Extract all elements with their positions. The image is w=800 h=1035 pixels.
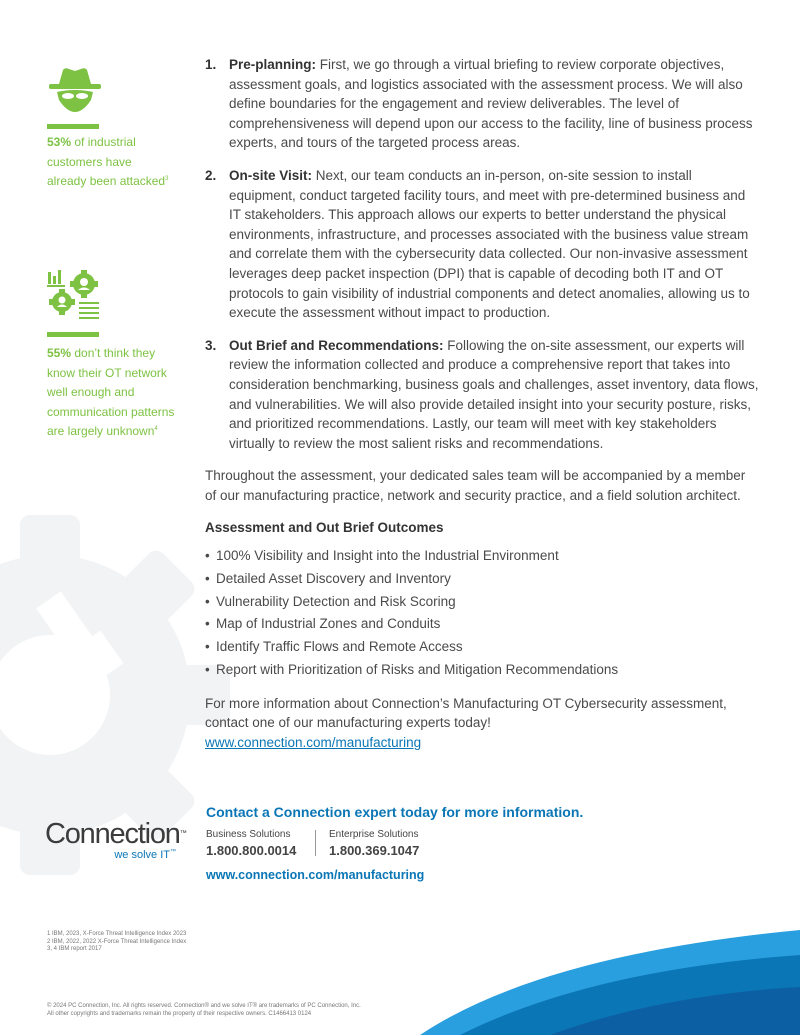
outcome-item: • Vulnerability Detection and Risk Scoring [205, 591, 760, 614]
step-pre-planning: 1. Pre-planning: First, we go through a virtual briefing to review corporate objectives, assessment goals, and logistics associated with the assessment process. We will also define boundaries for the engagement and review deliverables. The level of comprehensiveness will depend upon our access to the facility, line of business process experts, and tours of the targeted process areas. [205, 57, 753, 151]
enterprise-solutions [329, 829, 419, 858]
footnotes: 1 IBM, 2023, X-Force Threat Intelligence Index 2023 2 IBM, 2022, 2022 X-Force Threat Intelligence Index 3, 4 IBM report 2017 [47, 931, 187, 952]
more-info-paragraph: For more information about Connection’s Manufacturing OT Cybersecurity assessment, contact one of our manufacturing experts today! www.connection.com/manufacturing [205, 695, 727, 751]
business-label: Business Solutions [206, 829, 291, 840]
phone-divider [315, 830, 316, 856]
outcome-item: • Map of Industrial Zones and Conduits [205, 613, 760, 636]
outcome-item: • Identify Traffic Flows and Remote Access [205, 636, 760, 659]
contact-link[interactable]: www.connection.com/manufacturing [206, 868, 425, 882]
enterprise-phone[interactable]: 1.800.369.1047 [329, 843, 420, 858]
legal-text: © 2024 PC Connection, Inc. All rights reserved. Connection® and we solve IT® are trademarks of PC Connection, Inc. All other copyrights and trademarks remain the property of their respective owners. C1466413 0124 [47, 1003, 361, 1017]
stat-divider [47, 332, 99, 337]
gears-report-icon [47, 268, 101, 320]
business-phone[interactable]: 1.800.800.0014 [206, 843, 297, 858]
business-solutions [206, 829, 296, 858]
stat-attacked: 53% of industrial customers have already been attacked$^3$ [47, 135, 169, 188]
main-content [205, 55, 760, 753]
blue-swoosh [420, 925, 800, 1035]
outcomes-list [205, 545, 760, 682]
outcome-item: • Detailed Asset Discovery and Inventory [205, 568, 760, 591]
enterprise-label: Enterprise Solutions [329, 829, 419, 840]
throughout-paragraph: Throughout the assessment, your dedicated sales team will be accompanied by a member of our manufacturing practice, network and security practice, and a field solution architect. [205, 468, 746, 503]
stat-network-unknown: 55% don’t think they know their OT network well enough and communication patterns are largely unknown$^4$ [47, 346, 175, 438]
outcomes-heading: Assessment and Out Brief Outcomes [205, 520, 444, 536]
outcome-item: • 100% Visibility and Insight into the Industrial Environment [205, 545, 760, 568]
contact-heading: Contact a Connection expert today for more information. [206, 804, 584, 820]
step-out-brief: 3. Out Brief and Recommendations: Following the on-site assessment, our experts will review the information collected and produce a comprehensive report that takes into consideration benchmarking, business goals and challenges, asset inventory, data flows, and vulnerabilities. We will also provide detailed insight into your security posture, risks, and prioritized recommendations. Lastly, our team will meet with key stakeholders virtually to review the most salient risks and recommendations. [205, 337, 759, 451]
manufacturing-link[interactable]: www.connection.com/manufacturing [205, 735, 422, 751]
spy-icon [47, 66, 103, 112]
stat-divider [47, 124, 99, 129]
outcome-item: • Report with Prioritization of Risks and Mitigation Recommendations [205, 659, 760, 682]
logo-wordmark: Connection™ [45, 818, 186, 850]
connection-logo [45, 818, 186, 861]
process-steps [205, 55, 760, 453]
step-on-site-visit: 2. On-site Visit: Next, our team conducts an in-person, on-site session to install equipment, conduct targeted facility tours, and meet with pre-determined business and IT stakeholders. This approach allows our experts to better understand the physical environments, infrastructure, and processes associated with the business value stream and correlate them with the cybersecurity data collected. Our non-invasive assessment leverages deep packet inspection (DPI) that is capable of decoding both IT and OT protocols to gain visibility of industrial components and detect anomalies, allowing us to execute the assessment without impact to production. [205, 167, 750, 321]
logo-tagline: we solve IT™ [114, 849, 176, 861]
